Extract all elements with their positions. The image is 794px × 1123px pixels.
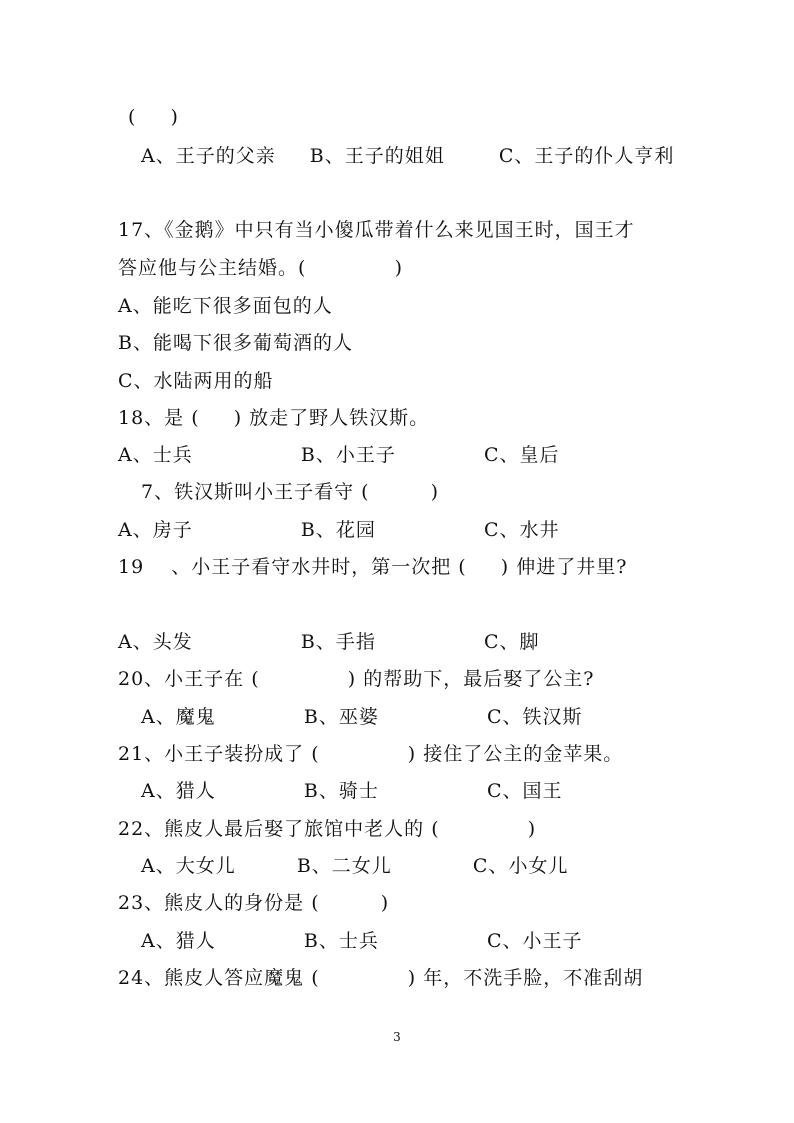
text-line: 21、小王子装扮成了 ( ) 接住了公主的金苹果。 <box>118 743 624 765</box>
text-line: 20、小王子在 ( ) 的帮助下，最后娶了公主? <box>118 668 595 690</box>
text-line: ( ) <box>128 106 179 128</box>
text-line: A、大女儿 B、二女儿 C、小女儿 <box>141 855 569 877</box>
text-line: 19 、小王子看守水井时，第一次把 ( ) 伸进了井里? <box>118 556 628 578</box>
text-line: 17、《金鹅》中只有当小傻瓜带着什么来见国王时，国王才 <box>118 219 635 241</box>
text-line: A、猎人 B、骑士 C、国王 <box>141 780 563 802</box>
text-line: C、水陆两用的船 <box>118 370 274 392</box>
text-line: A、魔鬼 B、巫婆 C、铁汉斯 <box>141 706 583 728</box>
text-line: 24、熊皮人答应魔鬼 ( ) 年，不洗手脸，不准刮胡 <box>118 967 644 989</box>
text-line: 18、是 ( ) 放走了野人铁汉斯。 <box>118 407 430 429</box>
page-number: 3 <box>393 1030 401 1044</box>
text-line: A、猎人 B、士兵 C、小王子 <box>141 930 583 952</box>
text-line: A、房子 B、花园 C、水井 <box>118 519 560 541</box>
text-line: 答应他与公主结婚。( ) <box>118 257 403 279</box>
text-line: A、士兵 B、小王子 C、皇后 <box>118 444 560 466</box>
text-line: A、头发 B、手指 C、脚 <box>118 631 540 653</box>
text-line: 7、铁汉斯叫小王子看守 ( ) <box>141 481 440 503</box>
text-line: A、能吃下很多面包的人 <box>118 295 333 317</box>
text-line: 22、熊皮人最后娶了旅馆中老人的 ( ) <box>118 818 537 840</box>
text-line: A、王子的父亲 B、王子的姐姐 C、王子的仆人亨利 <box>141 145 675 167</box>
text-line: 23、熊皮人的身份是 ( ) <box>118 892 390 914</box>
text-line: B、能喝下很多葡萄酒的人 <box>118 332 353 354</box>
